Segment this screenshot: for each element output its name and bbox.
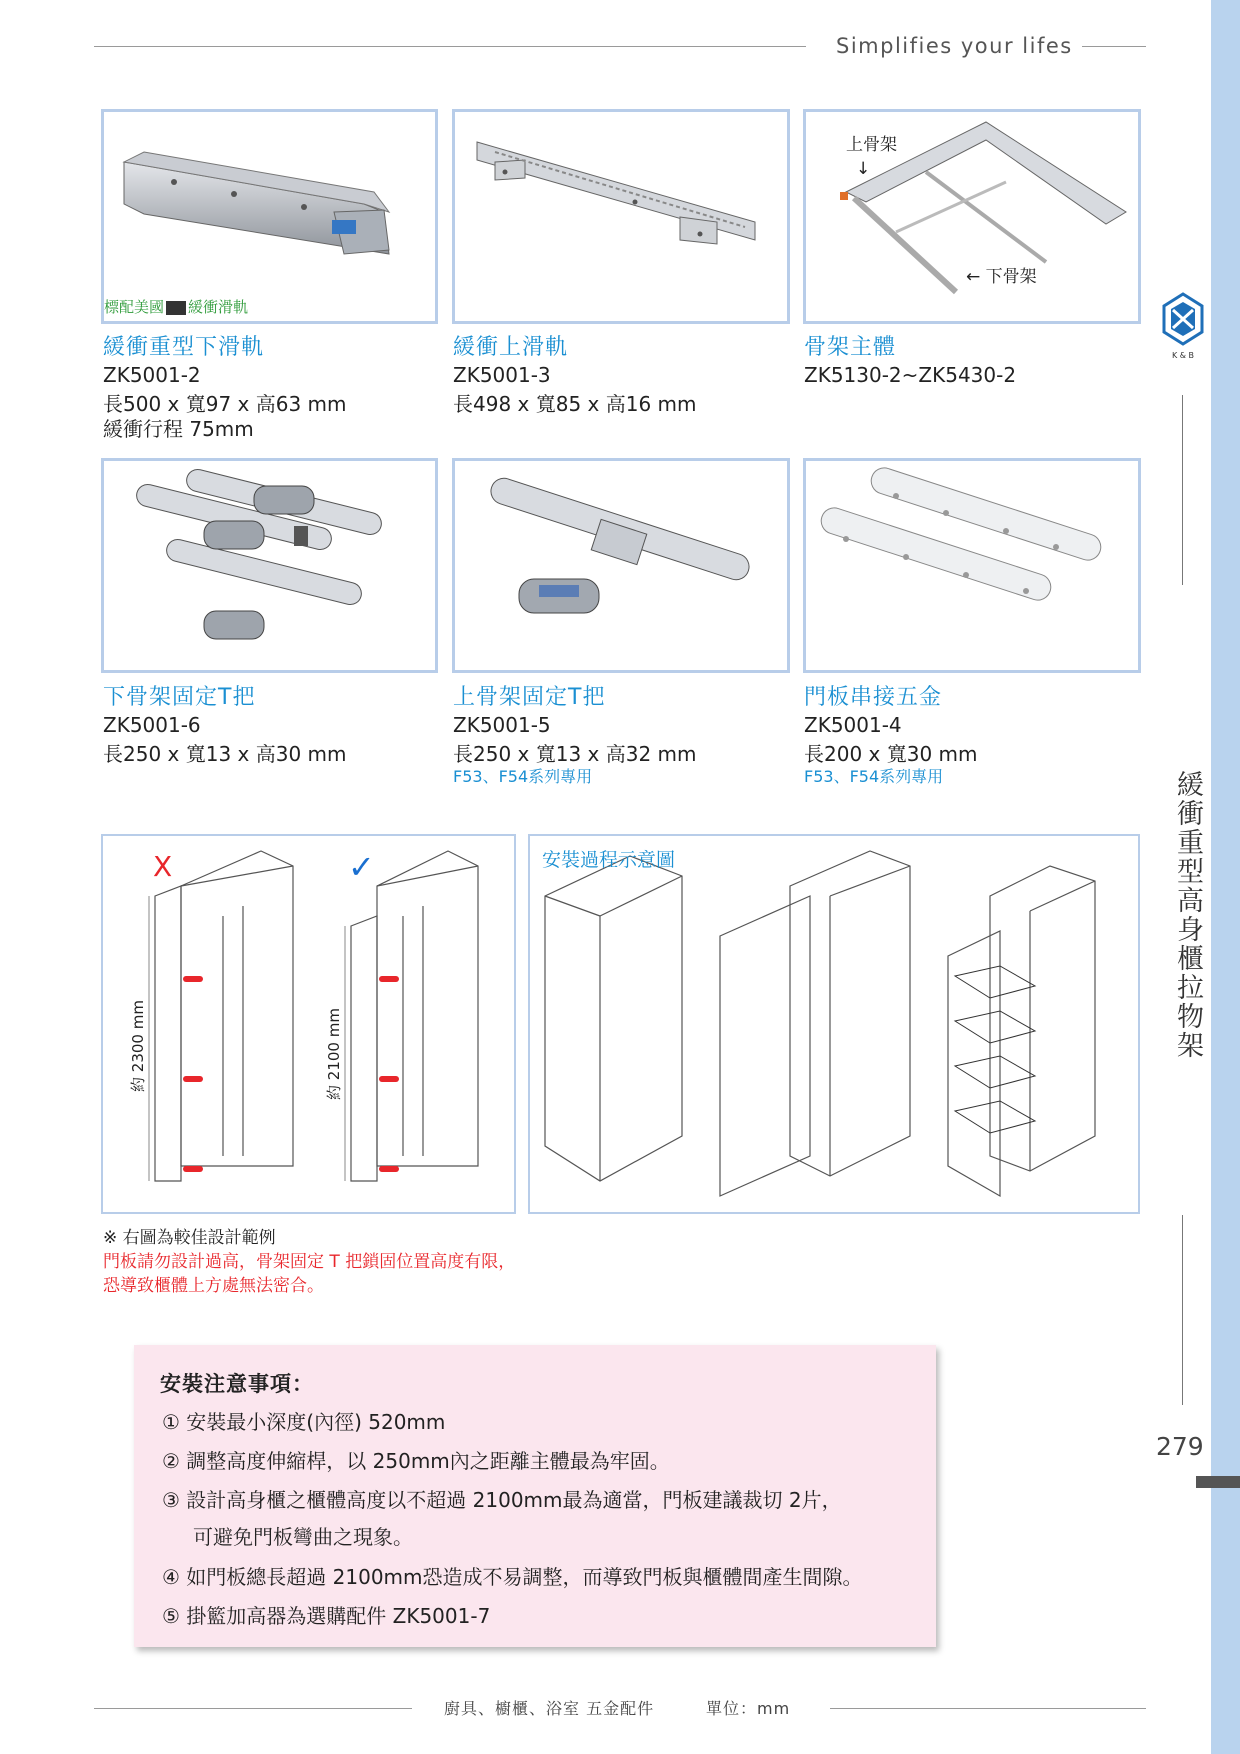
- product-note-5: F53、F54系列專用: [453, 767, 593, 786]
- product-image-frame-4: [101, 458, 438, 673]
- product-code-6: ZK5001-4: [804, 713, 902, 737]
- product-code-4: ZK5001-6: [103, 713, 201, 737]
- install-note-3-cont: 可避免門板彎曲之現象。: [193, 1525, 413, 1549]
- product-title-1: 緩衝重型下滑軌: [103, 335, 265, 360]
- side-title: 緩衝重型高身櫃拉物架: [1172, 770, 1203, 1060]
- header-rule-right: [1082, 46, 1146, 47]
- install-note-1: ① 安裝最小深度(內徑) 520mm: [162, 1410, 446, 1434]
- brand-logo: [1162, 292, 1204, 362]
- footer-rule-right: [830, 1708, 1146, 1709]
- product-title-6: 門板串接五金: [804, 685, 943, 710]
- product-code-3: ZK5130-2~ZK5430-2: [804, 363, 1017, 387]
- lower-frame-t-handle-image: [104, 461, 435, 670]
- install-process-drawing: [530, 836, 1138, 1212]
- kb-logo-icon: [1162, 292, 1204, 362]
- product-note-6: F53、F54系列專用: [804, 767, 944, 786]
- remark-line-1: ※ 右圖為較佳設計範例: [103, 1228, 276, 1248]
- side-color-bar: [1211, 0, 1240, 1754]
- remark-line-2: 門板請勿設計過高，骨架固定 T 把鎖固位置高度有限，: [103, 1252, 516, 1272]
- kv-logo-icon: [166, 301, 186, 315]
- install-note-3: ③ 設計高身櫃之櫃體高度以不超過 2100mm最為適當，門板建議裁切 2片，: [162, 1488, 842, 1512]
- product-image-frame-6: [803, 458, 1141, 673]
- product-image-frame-1: [101, 109, 438, 324]
- lower-frame-label: ← 下骨架: [966, 267, 1037, 287]
- product-code-2: ZK5001-3: [453, 363, 551, 387]
- product-dims-6: 長200 x 寬30 mm: [804, 742, 978, 766]
- product-image-frame-3: [803, 109, 1141, 324]
- install-diagram-frame: [528, 834, 1140, 1214]
- product-code-5: ZK5001-5: [453, 713, 551, 737]
- frame-body-image: [806, 112, 1138, 321]
- product-extra-1: 緩衝行程 75mm: [103, 417, 254, 441]
- install-note-2: ② 調整高度伸縮桿，以 250mm內之距離主體最為牢固。: [162, 1449, 670, 1473]
- product-dims-4: 長250 x 寬13 x 高30 mm: [103, 742, 347, 766]
- side-rule-top: [1182, 395, 1183, 585]
- remark-line-3: 恐導致櫃體上方處無法密合。: [103, 1276, 324, 1296]
- upper-frame-t-handle-image: [455, 461, 787, 670]
- page-number-bar: [1196, 1476, 1240, 1488]
- good-mark: ✓: [348, 848, 375, 886]
- product-title-4: 下骨架固定T把: [103, 685, 256, 710]
- upper-slide-image: [455, 112, 787, 321]
- bad-mark: X: [153, 850, 173, 883]
- install-note-5: ⑤ 掛籃加高器為選購配件 ZK5001-7: [162, 1604, 491, 1628]
- product-dims-5: 長250 x 寬13 x 高32 mm: [453, 742, 697, 766]
- brand-badge: [104, 296, 248, 317]
- comparison-diagram-frame: [101, 834, 516, 1214]
- header-slogan: Simplifies your lifes: [836, 34, 1073, 58]
- footer-rule-left: [94, 1708, 412, 1709]
- product-dims-1: 長500 x 寬97 x 高63 mm: [103, 392, 347, 416]
- header-rule-left: [94, 46, 806, 47]
- heavy-bottom-slide-image: [104, 112, 435, 321]
- upper-frame-label: 上骨架: [846, 135, 897, 155]
- product-dims-2: 長498 x 寬85 x 高16 mm: [453, 392, 697, 416]
- install-notes-title: 安裝注意事項：: [160, 1372, 314, 1396]
- product-title-2: 緩衝上滑軌: [453, 335, 569, 360]
- footer-category: 廚具、櫥櫃、浴室 五金配件: [444, 1699, 655, 1718]
- product-code-1: ZK5001-2: [103, 363, 201, 387]
- product-image-frame-2: [452, 109, 790, 324]
- side-rule-bottom: [1182, 1215, 1183, 1405]
- footer-unit: 單位：mm: [706, 1699, 791, 1718]
- page-number: 279: [1156, 1432, 1204, 1461]
- install-note-4: ④ 如門板總長超過 2100mm恐造成不易調整，而導致門板與櫃體間產生間隙。: [162, 1565, 863, 1589]
- cabinet-comparison-drawing: [103, 836, 514, 1212]
- height-bad-label: 約 2300 mm: [129, 1000, 147, 1092]
- door-joint-plate-image: [806, 461, 1138, 670]
- badge-right-text: 緩衝滑軌: [188, 298, 249, 316]
- product-title-5: 上骨架固定T把: [453, 685, 606, 710]
- logo-text: K & B: [1171, 351, 1195, 360]
- install-diagram-title: 安裝過程示意圖: [542, 849, 676, 871]
- badge-left-text: 標配美國: [104, 298, 165, 316]
- product-image-frame-5: [452, 458, 790, 673]
- upper-frame-arrow: ↓: [856, 159, 871, 179]
- height-good-label: 約 2100 mm: [325, 1008, 343, 1100]
- product-title-3: 骨架主體: [804, 335, 897, 360]
